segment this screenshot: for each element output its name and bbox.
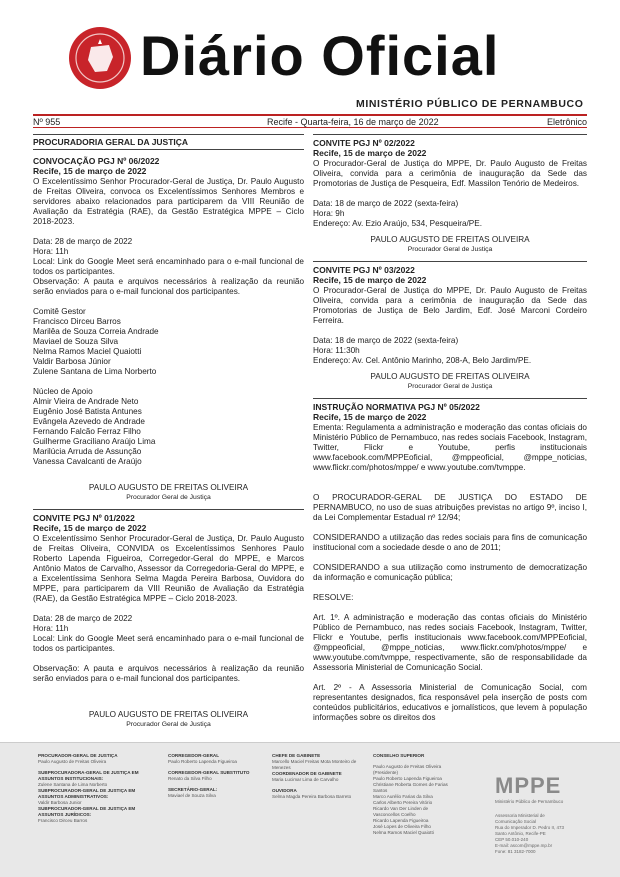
footer-heading: SUBPROCURADOR-GERAL DE JUSTIÇA EM ASSUNTOS JURÍDICOS: [38, 806, 136, 817]
issue-date: Recife - Quarta-feira, 16 de março de 2022 [267, 117, 439, 127]
council-member: Santos [373, 788, 388, 793]
council-member: Ricardo Lapenda Figueiroa [373, 818, 429, 823]
article-paragraph: Art. 1º. A administração e moderação das contas oficiais do Ministério Público de Pernambuco, nas redes sociais Facebook, Instagram, Twitter, Flickr e Youtube, perfis institucionais www.facebook.com/MPPEoficial, @mppeoficial, @mppe_noticias, www.flickr.com/photos/mppe/ e www.youtube.com/tvmppe, respectivamente, são de responsabilidade da Assessoria Ministerial de Comunicação Social. [313, 613, 587, 672]
council-member: Paulo Roberto Lapenda Figueiroa [373, 776, 442, 781]
footer-value: Renato da Silva Filho [168, 776, 212, 781]
member-name: Almir Vieira de Andrade Neto [33, 397, 139, 406]
member-list [33, 307, 304, 377]
member-name: Fernando Falcão Ferraz Filho [33, 427, 141, 436]
article-paragraph: RESOLVE: [313, 593, 354, 602]
mppe-seal-icon [69, 27, 131, 89]
member-name: Francisco Dirceu Barros [33, 317, 121, 326]
council-member: Marco Aurélio Farias da Silva [373, 794, 433, 799]
member-name: Marilúcia Arruda de Assunção [33, 447, 142, 456]
mppe-logo-mark: MPPE [495, 773, 562, 798]
member-list [33, 387, 304, 467]
footer-heading: SUBPROCURADORA-GERAL DE JUSTIÇA EM ASSUNTOS INSTITUCIONAIS: [38, 770, 139, 781]
meeting-date: Data: 28 de março de 2022 [33, 614, 133, 623]
address-line: Santo Antônio, Recife-PE [495, 831, 546, 836]
footer-heading: CORREGEDOR-GERAL [168, 753, 220, 758]
article-date: Recife, 15 de março de 2022 [313, 275, 427, 285]
mppe-logo-tag: Ministério Público de Pernambuco [495, 799, 564, 804]
footer-value: Marcello Maciel Freitas Mota Monteiro de Menezes [272, 759, 357, 770]
article-paragraph: CONSIDERANDO a sua utilização como instrumento de democratização da informação e comunicação pública; [313, 563, 587, 582]
member-name: Guilherme Graciliano Araújo Lima [33, 437, 156, 446]
footer-value: Zulene Santana de Lima Norberto [38, 782, 108, 787]
article-ementa: Ementa: Regulamenta a administração e moderação das contas oficiais do Ministério Público de Pernambuco, nas redes sociais Facebook, Instagram, Twitter, Flickr e Youtube, perfis institucionais www.facebook.com/MPPEoficial, @mppeoficial, @mppe_noticias, www.flickr.com/photos/mppe/ e www.youtube.com/tvmppe. [313, 423, 587, 472]
event-time: Hora: 11:30h [313, 346, 360, 355]
footer [0, 742, 620, 877]
council-member: Christiane Roberta Gomes de Farias [373, 782, 448, 787]
signature-role: Procurador Geral de Justiça [126, 494, 211, 501]
footer-heading: COORDENADOR DE GABINETE [272, 771, 342, 776]
meeting-time: Hora: 11h [33, 247, 69, 256]
council-member: (Presidente) [373, 770, 399, 775]
meeting-note: Observação: A pauta e arquivos necessários à realização da reunião serão enviados para o e-mail funcional dos participantes. [33, 277, 304, 296]
article-date: Recife, 15 de março de 2022 [33, 166, 147, 176]
footer-heading: SECRETÁRIO-GERAL: [168, 787, 218, 792]
article-body: O Excelentíssimo Senhor Procurador-Geral de Justiça, Dr. Paulo Augusto de Freitas Oliveira, convoca os Excelentíssimos Senhores Membros e servidores abaixo relacionados para participarem da VIII Reunião de Avaliação da Estratégia (RAE), da Gestão Estratégica MPPE – Ciclo 2018-2023. [33, 177, 304, 226]
article-title: INSTRUÇÃO NORMATIVA PGJ Nº 05/2022 [313, 398, 587, 412]
member-name: Vanessa Cavalcanti de Araújo [33, 457, 142, 466]
article-title: CONVOCAÇÃO PGJ Nº 06/2022 [33, 156, 160, 166]
masthead-subtitle: MINISTÉRIO PÚBLICO DE PERNAMBUCO [356, 98, 584, 110]
footer-value: Paulo Roberto Lapenda Figueiroa [168, 759, 237, 764]
masthead-title: Diário Oficial [140, 24, 500, 87]
council-member: Carlos Alberto Pereira Vitório [373, 800, 433, 805]
footer-column [38, 753, 158, 824]
member-name: Valdir Barbosa Júnior [33, 357, 111, 366]
council-member: Ricardo Van Der Linden de [373, 806, 429, 811]
right-column [313, 134, 587, 734]
footer-heading: CONSELHO SUPERIOR [373, 753, 425, 758]
address-line: E-mail: ascom@mppe.mp.br [495, 843, 553, 848]
council-member: Paulo Augusto de Freitas Oliveira [373, 764, 442, 769]
signature-role: Procurador Geral de Justiça [407, 383, 493, 390]
meeting-note: Observação: A pauta e arquivos necessários à realização da reunião serão enviados para o e-mail funcional dos participantes. [33, 664, 304, 683]
footer-value: Valdir Barbosa Junior [38, 800, 82, 805]
event-address: Endereço: Av. Cel. Antônio Marinho, 208-A, Belo Jardim/PE. [313, 356, 532, 365]
footer-heading: CHEFE DE GABINETE [272, 753, 321, 758]
member-name: Comitê Gestor [33, 307, 86, 316]
footer-column [168, 753, 263, 799]
footer-heading: OUVIDORA [272, 788, 297, 793]
member-name: Eugênio José Batista Antunes [33, 407, 142, 416]
footer-heading: SUBPROCURADOR-GERAL DE JUSTIÇA EM ASSUNTOS ADMINISTRATIVOS: [38, 788, 136, 799]
event-date: Data: 18 de março de 2022 (sexta-feira) [313, 336, 459, 345]
issue-number: Nº 955 [33, 117, 61, 127]
footer-heading: PROCURADOR-GERAL DE JUSTIÇA [38, 753, 118, 758]
meeting-location: Local: Link do Google Meet será encaminhado para o e-mail funcional de todos os participantes. [33, 257, 304, 276]
meeting-date: Data: 28 de março de 2022 [33, 237, 133, 246]
meeting-time: Hora: 11h [33, 624, 69, 633]
signature-name: PAULO AUGUSTO DE FREITAS OLIVEIRA [88, 710, 249, 719]
footer-column [373, 753, 473, 836]
article-date: Recife, 15 de março de 2022 [33, 523, 147, 533]
article-paragraph: Art. 2º - A Assessoria Ministerial de Comunicação Social, com representantes designados, fica responsável pela inserção de posts com conteúdos publicitários, educativos e jornalísticos, que levem à população informações sobre os direitos dos [313, 683, 587, 722]
article-body: O Procurador-Geral de Justiça do MPPE, Dr. Paulo Augusto de Freitas Oliveira, convida para a cerimônia de inauguração da Sede das Promotorias de Justiça de Pesqueira, Edf. Massilon Tenório de Medeiros. [313, 159, 587, 188]
address-line: Rua do Imperador D. Pedro II, 473 [495, 825, 565, 830]
footer-value: Maria Lucimar Lima de Carvalho [272, 777, 339, 782]
address-line: Assessoria Ministerial de [495, 813, 545, 818]
article-date: Recife, 15 de março de 2022 [313, 412, 427, 422]
footer-value: Francisco Dirceu Barros [38, 818, 88, 823]
member-name: Nelma Ramos Maciel Quaiotti [33, 347, 142, 356]
council-member: Nelma Ramos Maciel Quaiotti [373, 830, 434, 835]
article-body: O Procurador-Geral de Justiça do MPPE, Dr. Paulo Augusto de Freitas Oliveira, convida para a cerimônia de inauguração da Sede das Promotorias de Justiça de Belo Jardim, Edf. José Marconi Cordeiro Ferreira. [313, 286, 587, 325]
member-name: Evângela Azevedo de Andrade [33, 417, 145, 426]
event-time: Hora: 9h [313, 209, 345, 218]
article-title: CONVITE PGJ Nº 02/2022 [313, 134, 587, 148]
signature-name: PAULO AUGUSTO DE FREITAS OLIVEIRA [370, 235, 530, 244]
footer-address [495, 813, 595, 855]
signature-name: PAULO AUGUSTO DE FREITAS OLIVEIRA [88, 483, 249, 492]
article-paragraph: O PROCURADOR-GERAL DE JUSTIÇA DO ESTADO DE PERNAMBUCO, no uso de suas atribuições previstas no artigo 9º, inciso I, da Lei Complementar Estadual nº 12/94; [313, 493, 587, 522]
event-date: Data: 18 de março de 2022 (sexta-feira) [313, 199, 459, 208]
article-body: O Excelentíssimo Senhor Procurador-Geral de Justiça, Dr. Paulo Augusto de Freitas Oliveira, CONVIDA os Excelentíssimos Senhores Paulo Roberto Lapenda Figueiroa, Corregedor-Geral do MPPE, e Marcos Antônio Matos de Carvalho, Assessor da Corregedoria-Geral do MPPE, e a Excelentíssima Senhora Selma Magda Pereira Barbosa, Ouvidora do MPPE, para participarem da VIII Reunião de Avaliação da Estratégia (RAE), da Gestão Estratégica MPPE – Ciclo 2018-2023. [33, 534, 304, 603]
mppe-logo [495, 773, 585, 804]
left-column [33, 134, 304, 734]
footer-heading: CORREGEDOR-GERAL SUBSTITUTO [168, 770, 250, 775]
footer-value: Selma Magda Pereira Barbosa Barreto [272, 794, 352, 799]
address-line: Fone: 81 3182-7000 [495, 849, 536, 854]
member-name: Zulene Santana de Lima Norberto [33, 367, 157, 376]
council-member: Vasconcellos Coelho [373, 812, 416, 817]
council-member: José Lopes de Oliveira Filho [373, 824, 431, 829]
article-title: CONVITE PGJ Nº 03/2022 [313, 261, 587, 275]
address-line: CEP 50.010-240 [495, 837, 529, 842]
meeting-location: Local: Link do Google Meet será encaminhado para o e-mail funcional de todos os participantes. [33, 634, 304, 653]
signature-role: Procurador Geral de Justiça [407, 246, 493, 253]
member-name: Núcleo de Apoio [33, 387, 93, 396]
address-line: Comunicação Social [495, 819, 537, 824]
council-list [373, 764, 473, 836]
article-date: Recife, 15 de março de 2022 [313, 148, 427, 158]
article-paragraph: CONSIDERANDO a utilização das redes sociais para fins de comunicação institucional com a sociedade desde o ano de 2011; [313, 533, 587, 552]
signature-role: Procurador Geral de Justiça [126, 721, 211, 728]
footer-column [272, 753, 367, 800]
issue-bar [33, 114, 587, 128]
member-name: Marilêa de Souza Correia Andrade [33, 327, 159, 336]
footer-value: Maviael de Souza Silva [168, 793, 216, 798]
signature-name: PAULO AUGUSTO DE FREITAS OLIVEIRA [370, 372, 530, 381]
footer-value: Paulo Augusto de Freitas Oliveira [38, 759, 107, 764]
masthead [0, 0, 620, 115]
section-heading: PROCURADORIA GERAL DA JUSTIÇA [33, 134, 304, 150]
event-address: Endereço: Av. Ezio Araújo, 534, Pesqueira/PE. [313, 219, 483, 228]
article-title: CONVITE PGJ Nº 01/2022 [33, 509, 304, 523]
member-name: Maviael de Souza Silva [33, 337, 119, 346]
issue-edition: Eletrônico [546, 117, 587, 127]
